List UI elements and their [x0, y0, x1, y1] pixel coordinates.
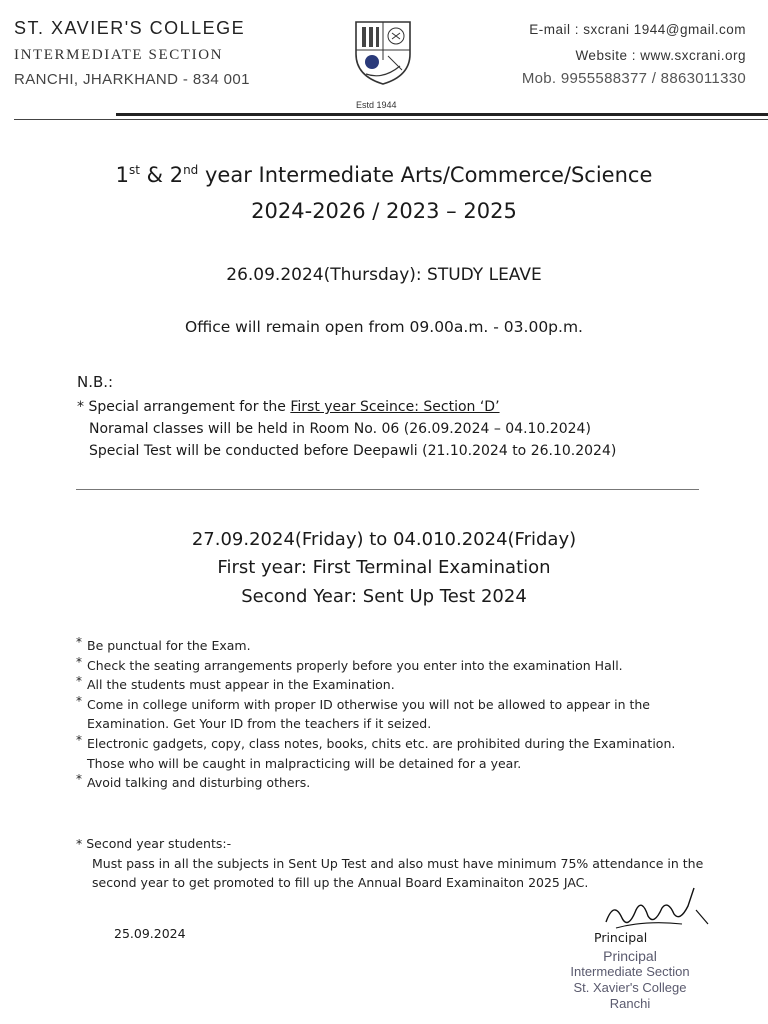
office-hours: Office will remain open from 09.00a.m. - 03.00p.m.	[185, 318, 583, 336]
stamp-line: Principal	[603, 948, 657, 964]
stamp-line: Ranchi	[609, 996, 651, 1011]
rule-item: * Check the seating arrangements properly before you enter into the examination Hall.	[76, 654, 623, 673]
college-mobile: Mob. 9955588377 / 8863011330	[521, 70, 746, 87]
issue-date: 25.09.2024	[114, 926, 186, 941]
principal-stamp	[560, 948, 700, 1012]
notice-title-line2: 2024-2026 / 2023 – 2025	[251, 199, 517, 223]
header-rule-thick	[116, 113, 768, 116]
nb-line-1: * Special arrangement for the First year Sceince: Section ‘D’	[77, 399, 500, 415]
rule-item: * Be punctual for the Exam.	[76, 635, 251, 653]
section-name: INTERMEDIATE SECTION	[14, 47, 224, 63]
college-name: ST. XAVIER'S COLLEGE	[14, 18, 246, 38]
college-crest-logo	[352, 20, 414, 86]
stamp-line: Intermediate Section	[570, 964, 690, 979]
section-divider	[76, 489, 699, 490]
nb-line-3: Special Test will be conducted before Deepawli (21.10.2024 to 26.10.2024)	[89, 443, 617, 459]
stamp-line: St. Xavier's College	[573, 980, 687, 995]
second-year-heading: * Second year students:-	[76, 836, 232, 851]
exam-rules-list	[76, 636, 716, 793]
rule-item: * Come in college uniform with proper ID otherwise you will not be allowed to appear in the Examination. Get Your ID from the teachers if it seized.	[76, 693, 650, 732]
exam-first-year: First year: First Terminal Examination	[217, 557, 551, 578]
header-rule-thin	[14, 119, 768, 120]
notice-title-line1: 1st & 2nd year Intermediate Arts/Commerce/Science	[115, 163, 653, 187]
college-address: RANCHI, JHARKHAND - 834 001	[14, 71, 250, 88]
nb-label: N.B.:	[77, 373, 114, 391]
established-year: Estd 1944	[356, 100, 397, 110]
college-website: Website : www.sxcrani.org	[575, 48, 746, 63]
study-leave-heading: 26.09.2024(Thursday): STUDY LEAVE	[226, 265, 542, 285]
college-email: E-mail : sxcrani 1944@gmail.com	[529, 22, 746, 37]
nb-line-2: Noramal classes will be held in Room No. 06 (26.09.2024 – 04.10.2024)	[89, 421, 591, 437]
second-year-text: Must pass in all the subjects in Sent Up Test and also must have minimum 75% attendance in the second year to get promoted to fill up the Annual Board Examinaiton 2025 JAC.	[92, 855, 704, 891]
rule-item: * Avoid talking and disturbing others.	[76, 772, 311, 791]
rule-item: * Electronic gadgets, copy, class notes, books, chits etc. are prohibited during the Examination. Those who will be caught in malpracticing will be detained for a year.	[76, 732, 676, 771]
exam-second-year: Second Year: Sent Up Test 2024	[241, 586, 527, 607]
exam-date-range: 27.09.2024(Friday) to 04.010.2024(Friday)	[191, 529, 577, 550]
principal-label: Principal	[594, 930, 648, 945]
rule-item: * All the students must appear in the Examination.	[76, 674, 395, 693]
